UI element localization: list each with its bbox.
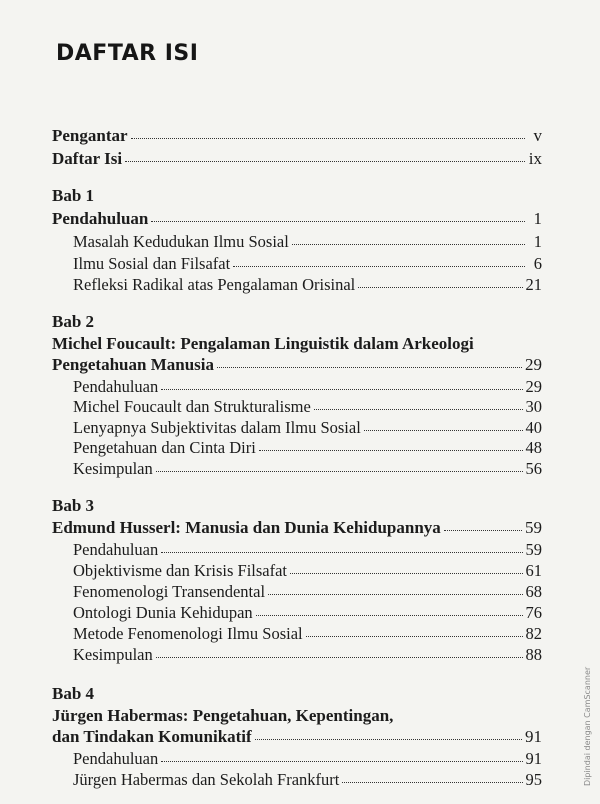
entry-title: Pengantar: [52, 126, 128, 145]
page-number: 1: [533, 209, 542, 228]
chapter-label: Bab 2: [52, 312, 95, 331]
chapter-label: Bab 4: [52, 684, 95, 703]
chapter-title-line: Jürgen Habermas: Pengetahuan, Kepentingan,: [52, 706, 394, 725]
section-title: Ontologi Dunia Kehidupan: [73, 603, 253, 622]
dot-leader: [255, 737, 522, 740]
dot-leader: [151, 219, 525, 222]
toc-entry-daftar-isi[interactable]: [52, 149, 542, 171]
dot-leader: [314, 407, 523, 410]
section-title: Masalah Kedudukan Ilmu Sosial: [73, 232, 289, 251]
section-title: Refleksi Radikal atas Pengalaman Orisinal: [73, 275, 356, 294]
page-number: 82: [525, 624, 542, 643]
dot-leader: [444, 528, 522, 531]
page-number: 91: [525, 727, 542, 746]
toc-entry-section[interactable]: [73, 582, 542, 604]
page-number: 48: [525, 438, 542, 457]
page-number: 30: [525, 397, 542, 416]
dot-leader: [290, 571, 522, 574]
scanner-note: Dipindai dengan CamScanner: [583, 666, 592, 786]
page-number: 29: [525, 355, 542, 374]
dot-leader: [256, 613, 523, 616]
dot-leader: [358, 285, 522, 288]
toc-entry-section[interactable]: [73, 645, 542, 667]
toc-entry-chapter-1[interactable]: [52, 209, 542, 231]
page-number: 59: [525, 518, 542, 537]
dot-leader: [342, 780, 522, 783]
dot-leader: [259, 448, 523, 451]
toc-entry-section[interactable]: [73, 397, 542, 419]
section-title: Pengetahuan dan Cinta Diri: [73, 438, 256, 457]
dot-leader: [131, 136, 525, 139]
dot-leader: [125, 159, 525, 162]
toc-entry-chapter-4[interactable]: [52, 727, 542, 749]
entry-title: Daftar Isi: [52, 149, 123, 168]
toc-entry-section[interactable]: [73, 749, 542, 771]
page-number: 76: [525, 603, 542, 622]
scanner-watermark: [580, 666, 594, 786]
chapter-title: dan Tindakan Komunikatif: [52, 727, 252, 746]
section-title: Objektivisme dan Krisis Filsafat: [73, 561, 288, 580]
toc-entry-section[interactable]: [73, 232, 542, 254]
toc-entry-section[interactable]: [73, 624, 542, 646]
chapter-title: Pendahuluan: [52, 209, 149, 228]
chapter-label: Bab 1: [52, 186, 95, 205]
section-title: Michel Foucault dan Strukturalisme: [73, 397, 311, 416]
dot-leader: [156, 469, 523, 472]
dot-leader: [217, 365, 522, 368]
section-title: Ilmu Sosial dan Filsafat: [73, 254, 231, 273]
dot-leader: [161, 387, 522, 390]
toc-entry-section[interactable]: [73, 438, 542, 460]
dot-leader: [306, 634, 523, 637]
toc-entry-pengantar[interactable]: [52, 126, 542, 148]
page-number: 91: [525, 749, 542, 768]
section-title: Pendahuluan: [73, 540, 159, 559]
page-number: 29: [525, 377, 542, 396]
section-title: Lenyapnya Subjektivitas dalam Ilmu Sosial: [73, 418, 361, 437]
page-number: 40: [525, 418, 542, 437]
section-title: Pendahuluan: [73, 377, 159, 396]
section-title: Pendahuluan: [73, 749, 159, 768]
toc-entry-section[interactable]: [73, 540, 542, 562]
dot-leader: [233, 264, 525, 267]
page-number: 88: [525, 645, 542, 664]
page-number: ix: [528, 149, 542, 168]
page-number: 59: [525, 540, 542, 559]
section-title: Metode Fenomenologi Ilmu Sosial: [73, 624, 303, 643]
toc-entry-chapter-2[interactable]: [52, 355, 542, 377]
page-title: DAFTAR ISI: [56, 40, 199, 66]
toc-entry-section[interactable]: [73, 275, 542, 297]
dot-leader: [161, 759, 522, 762]
chapter-title-line: Michel Foucault: Pengalaman Linguistik dalam Arkeologi: [52, 334, 474, 353]
section-title: Jürgen Habermas dan Sekolah Frankfurt: [73, 770, 340, 789]
section-title: Kesimpulan: [73, 645, 153, 664]
page-number: 56: [525, 459, 542, 478]
toc-entry-section[interactable]: [73, 377, 542, 399]
section-title: Fenomenologi Transendental: [73, 582, 266, 601]
page-number: 21: [525, 275, 542, 294]
toc-entry-section[interactable]: [73, 770, 542, 792]
toc-entry-section[interactable]: [73, 603, 542, 625]
toc-entry-section[interactable]: [73, 561, 542, 583]
dot-leader: [292, 242, 525, 245]
toc-entry-section[interactable]: [73, 418, 542, 440]
page-number: 61: [525, 561, 542, 580]
chapter-title: Pengetahuan Manusia: [52, 355, 214, 374]
chapter-label: Bab 3: [52, 496, 95, 515]
dot-leader: [161, 550, 522, 553]
bleed-through-text: [360, 40, 590, 59]
dot-leader: [268, 592, 522, 595]
page-number: 1: [533, 232, 542, 251]
section-title: Kesimpulan: [73, 459, 153, 478]
page-number: 68: [525, 582, 542, 601]
page-number: 6: [533, 254, 542, 273]
page-number: v: [533, 126, 542, 145]
dot-leader: [156, 655, 523, 658]
chapter-title: Edmund Husserl: Manusia dan Dunia Kehidupannya: [52, 518, 441, 537]
toc-entry-chapter-3[interactable]: [52, 518, 542, 540]
dot-leader: [364, 428, 523, 431]
toc-entry-section[interactable]: [73, 459, 542, 481]
toc-entry-section[interactable]: [73, 254, 542, 276]
page-number: 95: [525, 770, 542, 789]
